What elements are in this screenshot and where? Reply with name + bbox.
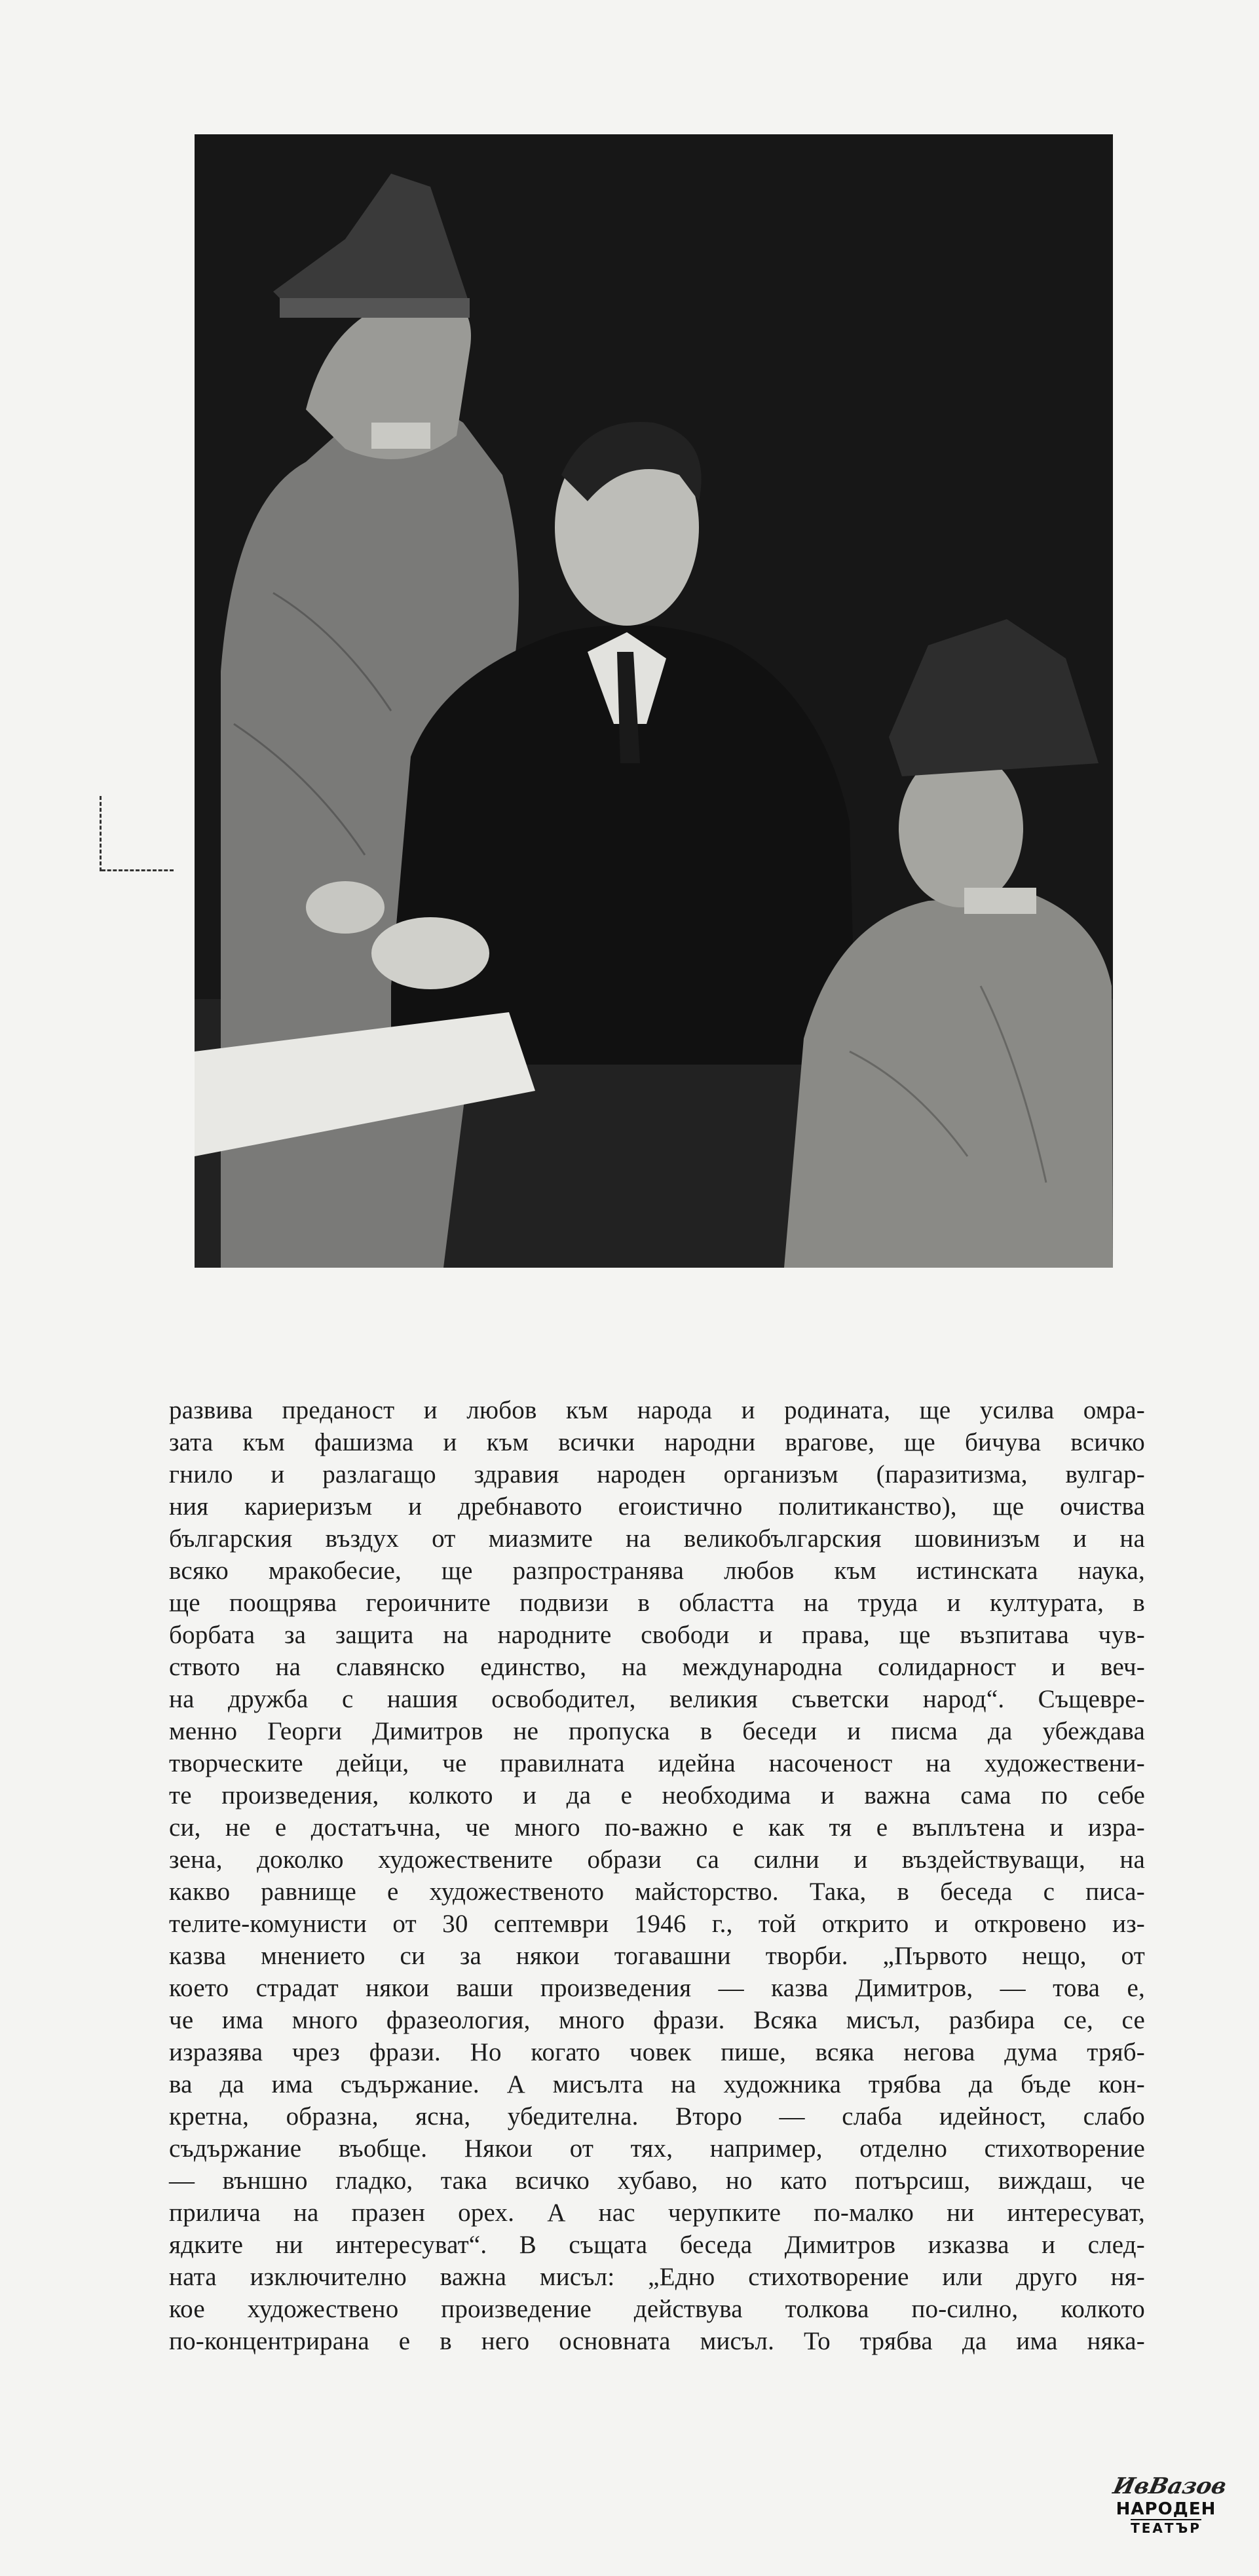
text-line: кое художествено произведение действува толкова по-силно, колкото <box>169 2295 1145 2323</box>
national-theatre-logo <box>1110 2473 1230 2545</box>
text-line: зена, доколко художествените образи са силни и въздействуващи, на <box>169 1846 1145 1874</box>
text-line: че има много фразеология, много фрази. Всяка мисъл, разбира се, се <box>169 2006 1145 2034</box>
text-line: менно Георги Димитров не пропуска в беседи и писма да убеждава <box>169 1717 1145 1745</box>
text-line: зата към фашизма и към всички народни врагове, ще бичува всичко <box>169 1428 1145 1456</box>
text-line: развива преданост и любов към народа и родината, ще усилва омра- <box>169 1396 1145 1424</box>
text-line: ната изключително важна мисъл: „Едно стихотворение или друго ня- <box>169 2263 1145 2291</box>
text-line: ството на славянско единство, на международна солидарност и веч- <box>169 1653 1145 1681</box>
text-line: какво равнище е художественото майсторство. Така, в беседа с писа- <box>169 1878 1145 1906</box>
text-line: ще поощрява героичните подвизи в областта на труда и културата, в <box>169 1589 1145 1617</box>
logo-name: НАРОДЕН <box>1116 2499 1216 2519</box>
historical-photo <box>195 134 1113 1268</box>
text-line: прилича на празен орех. А нас черупките по-малко ни интересуват, <box>169 2199 1145 2227</box>
text-line: българския въздух от миазмите на великобългарския шовинизъм и на <box>169 1525 1145 1553</box>
text-line: по-концентрирана е в него основната мисъл. То трябва да има няка- <box>169 2327 1145 2355</box>
text-line: което страдат някои ваши произведения — казва Димитров, — това е, <box>169 1974 1145 2002</box>
text-line: кретна, образна, ясна, убедителна. Второ — слаба идейност, слабо <box>169 2102 1145 2131</box>
text-line: борбата за защита на народните свободи и права, ще възпитава чув- <box>169 1621 1145 1649</box>
text-line: творческите дейци, че правилната идейна насоченост на художествени- <box>169 1749 1145 1777</box>
body-text <box>169 1394 1145 2357</box>
logo-script: ИвВазов <box>1110 2473 1230 2499</box>
margin-crop-mark <box>100 796 174 871</box>
text-line: ядките ни интересуват“. В същата беседа Димитров изказва и след- <box>169 2231 1145 2259</box>
text-line: — външно гладко, така всичко хубаво, но като потърсиш, виждаш, че <box>169 2167 1145 2195</box>
text-line: ния кариеризъм и дребнавото егоистично политиканство), ще очиства <box>169 1492 1145 1521</box>
text-line: на дружба с нашия освободител, великия съветски народ“. Същевре- <box>169 1685 1145 1713</box>
text-line: ва да има съдържание. А мисълта на художника трябва да бъде кон- <box>169 2070 1145 2098</box>
text-line: те произведения, колкото и да е необходима и важна сама по себе <box>169 1781 1145 1809</box>
text-line: си, не е достатъчна, че много по-важно е как тя е въплътена и изра- <box>169 1813 1145 1842</box>
text-line: съдържание въобще. Някои от тях, например, отделно стихотворение <box>169 2134 1145 2163</box>
photo-figures <box>195 134 1113 1268</box>
text-line: телите-комунисти от 30 септември 1946 г., той открито и откровено из- <box>169 1910 1145 1938</box>
text-line: гнило и разлагащо здравия народен организъм (паразитизма, вулгар- <box>169 1460 1145 1488</box>
text-line: всяко мракобесие, ще разпространява любов към истинската наука, <box>169 1557 1145 1585</box>
text-line: казва мнението си за някои тогавашни творби. „Първото нещо, от <box>169 1942 1145 1970</box>
text-line: изразява чрез фрази. Но когато човек пише, всяка негова дума тряб- <box>169 2038 1145 2066</box>
logo-subtitle: ТЕАТЪР <box>1131 2520 1201 2536</box>
